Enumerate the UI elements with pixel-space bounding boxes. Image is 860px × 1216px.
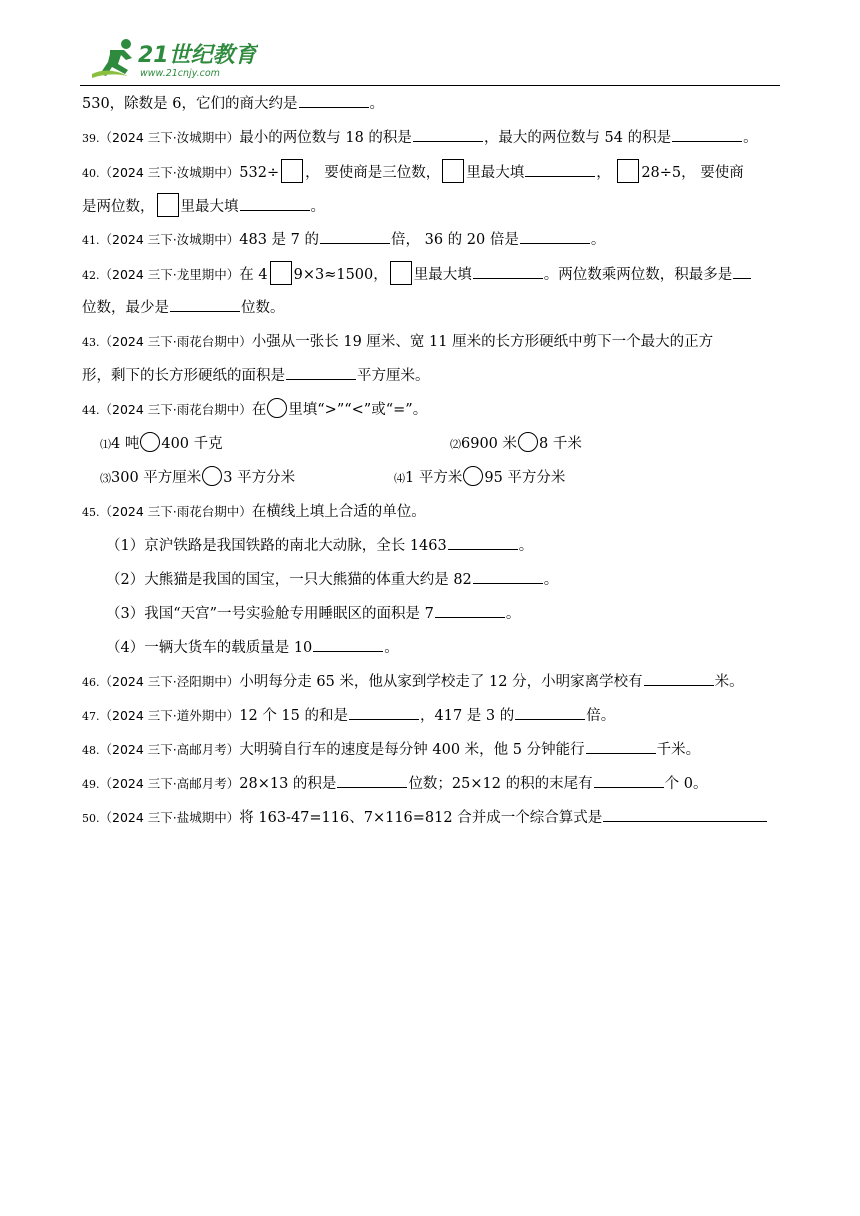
question-39: 39.（2024 三下·汝城期中）最小的两位数与 18 的积是 ，最大的两位数与 54 的积是 。	[82, 125, 782, 159]
answer-blank[interactable]	[240, 194, 310, 211]
answer-blank[interactable]	[644, 669, 714, 686]
answer-blank[interactable]	[349, 703, 419, 720]
answer-box[interactable]	[390, 261, 412, 285]
answer-blank[interactable]	[525, 160, 595, 177]
answer-box[interactable]	[617, 159, 639, 183]
answer-blank[interactable]	[515, 703, 585, 720]
answer-blank[interactable]	[448, 533, 518, 550]
compare-circle[interactable]	[463, 466, 483, 486]
question-43-cont: 形，剩下的长方形硬纸的面积是 平方厘米。	[82, 363, 782, 397]
compare-item: ⑶300 平方厘米 3 平方分米	[100, 465, 295, 492]
answer-blank[interactable]	[520, 227, 590, 244]
answer-blank[interactable]	[672, 125, 742, 142]
answer-blank[interactable]	[413, 125, 483, 142]
answer-box[interactable]	[157, 193, 179, 217]
question-49: 49.（2024 三下·高邮月考）28×13 的积是 位数；25×12 的积的末尾有 个 0。	[82, 771, 782, 805]
question-44: 44.（2024 三下·雨花台期中）在 里填“>”“<”或“=”。	[82, 397, 782, 431]
answer-box[interactable]	[442, 159, 464, 183]
answer-blank[interactable]	[313, 635, 383, 652]
logo-text: 21世纪教育	[138, 43, 257, 68]
answer-blank[interactable]	[586, 737, 656, 754]
runner-icon	[92, 39, 132, 78]
question-47: 47.（2024 三下·道外期中）12 个 15 的和是 ，417 是 3 的 倍。	[82, 703, 782, 737]
question-45-item: （2）大熊猫是我国的国宝，一只大熊猫的体重大约是 82 。	[82, 567, 782, 601]
question-45-item: （1）京沪铁路是我国铁路的南北大动脉，全长 1463 。	[82, 533, 782, 567]
question-45-item: （4）一辆大货车的载质量是 10 。	[82, 635, 782, 669]
question-40-cont: 是两位数， 里最大填 。	[82, 193, 782, 227]
answer-blank[interactable]	[603, 805, 767, 822]
page-header	[80, 30, 780, 86]
question-45-item: （3）我国“天宫”一号实验舱专用睡眠区的面积是 7 。	[82, 601, 782, 635]
question-list	[82, 91, 782, 839]
answer-blank[interactable]	[435, 601, 505, 618]
compare-item: ⑴4 吨 400 千克	[100, 431, 223, 458]
header-rule	[80, 85, 780, 86]
question-50: 50.（2024 三下·盐城期中）将 163-47=116、7×116=812 合并成一个综合算式是	[82, 805, 782, 839]
answer-blank[interactable]	[473, 262, 543, 279]
compare-item: ⑷1 平方米 95 平方分米	[394, 465, 565, 492]
answer-blank[interactable]	[286, 363, 356, 380]
question-44-row-1	[82, 431, 782, 465]
question-42: 42.（2024 三下·龙里期中）在 4 9×3≈1500， 里最大填 。两位数乘两位数，积最多是	[82, 261, 782, 295]
compare-circle[interactable]	[202, 466, 222, 486]
logo-url: www.21cnjy.com	[140, 68, 220, 79]
answer-blank[interactable]	[337, 771, 407, 788]
question-46: 46.（2024 三下·泾阳期中）小明每分走 65 米，他从家到学校走了 12 分，小明家离学校有 米。	[82, 669, 782, 703]
answer-blank[interactable]	[594, 771, 664, 788]
question-48: 48.（2024 三下·高邮月考）大明骑自行车的速度是每分钟 400 米，他 5 分钟能行 千米。	[82, 737, 782, 771]
logo	[88, 36, 258, 80]
answer-box[interactable]	[270, 261, 292, 285]
question-45: 45.（2024 三下·雨花台期中）在横线上填上合适的单位。	[82, 504, 426, 520]
answer-blank[interactable]	[473, 567, 543, 584]
question-43: 43.（2024 三下·雨花台期中）小强从一张长 19 厘米、宽 11 厘米的长方形硬纸中剪下一个最大的正方	[82, 334, 714, 350]
answer-blank[interactable]	[170, 295, 240, 312]
compare-circle[interactable]	[518, 432, 538, 452]
circle-icon	[267, 398, 287, 418]
answer-blank[interactable]	[299, 91, 369, 108]
question-38-cont: 530，除数是 6，它们的商大约是 。	[82, 91, 782, 125]
answer-blank[interactable]	[320, 227, 390, 244]
answer-blank[interactable]	[733, 262, 751, 279]
question-44-row-2	[82, 465, 782, 499]
compare-item: ⑵6900 米 8 千米	[450, 431, 582, 458]
question-41: 41.（2024 三下·汝城期中）483 是 7 的 倍， 36 的 20 倍是 。	[82, 227, 782, 261]
question-40: 40.（2024 三下·汝城期中）532÷ ， 要使商是三位数， 里最大填 ， 28÷5， 要使商	[82, 159, 782, 193]
answer-box[interactable]	[281, 159, 303, 183]
compare-circle[interactable]	[140, 432, 160, 452]
question-42-cont: 位数，最少是 位数。	[82, 295, 782, 329]
